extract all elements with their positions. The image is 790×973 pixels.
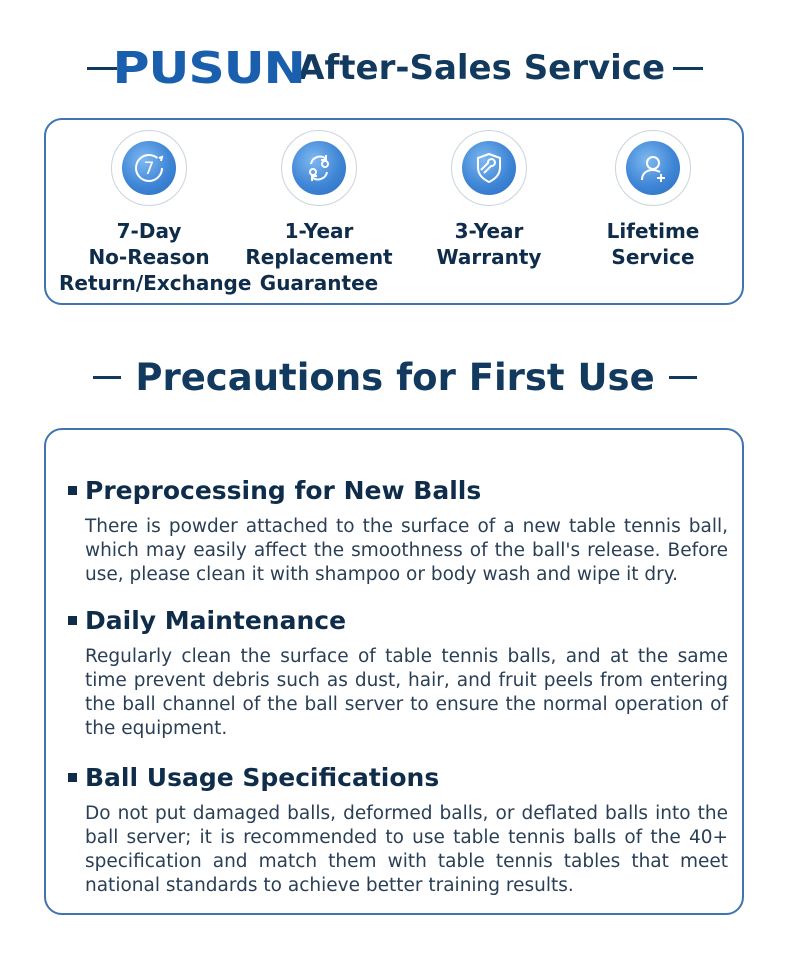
service-label: 1-Year Replacement Guarantee: [245, 219, 393, 295]
service-lifetime: [563, 130, 743, 270]
brand-logo: PUSUN: [112, 42, 305, 94]
section-body: There is powder attached to the surface of a new table tennis ball, which may easily affect the smoothness of the ball's release. Before use, please clean it with shampoo or body wash and wipe it dry.: [85, 516, 728, 585]
service-warranty: [399, 130, 579, 270]
section-ball-usage: [68, 763, 728, 898]
after-sales-heading: [0, 40, 790, 96]
section-title: Preprocessing for New Balls: [85, 476, 482, 505]
section-body: Regularly clean the surface of table tennis balls, and at the same time prevent debris such as dust, hair, and fruit peels from entering the ball channel of the ball server to ensure the normal operation of the equipment.: [85, 646, 728, 739]
after-sales-title: After-Sales Service: [298, 48, 666, 88]
exchange-arrows-icon: [281, 130, 357, 206]
precautions-heading: [0, 350, 790, 404]
bullet-square: [68, 773, 77, 782]
service-label: 3-Year Warranty: [436, 219, 542, 269]
precautions-panel: [44, 428, 744, 915]
bullet-square: [68, 486, 77, 495]
section-body: Do not put damaged balls, deformed balls, or deflated balls into the ball server; it is recommended to use table tennis balls of the 40+ specification and match them with table tennis tables that meet national standards to achieve better training results.: [85, 803, 728, 896]
services-panel: [44, 118, 744, 305]
section-daily-maintenance: [68, 606, 728, 741]
service-replacement: [229, 130, 409, 296]
svg-text:7: 7: [143, 159, 155, 179]
section-title: Daily Maintenance: [85, 606, 347, 635]
section-title: Ball Usage Specifications: [85, 763, 440, 792]
heading-dash-left: [93, 376, 121, 379]
bullet-square: [68, 616, 77, 625]
service-return-exchange: [59, 130, 252, 296]
heading-dash-right: [669, 376, 697, 379]
shield-wrench-icon: [451, 130, 527, 206]
heading-dash-right: [673, 67, 703, 70]
precautions-title: Precautions for First Use: [135, 355, 655, 399]
service-label: Lifetime Service: [606, 219, 700, 269]
service-label: 7-Day No-Reason Return/Exchange: [59, 219, 252, 295]
seven-day-return-icon: [111, 130, 187, 206]
section-preprocessing: [68, 476, 728, 587]
user-service-icon: [615, 130, 691, 206]
